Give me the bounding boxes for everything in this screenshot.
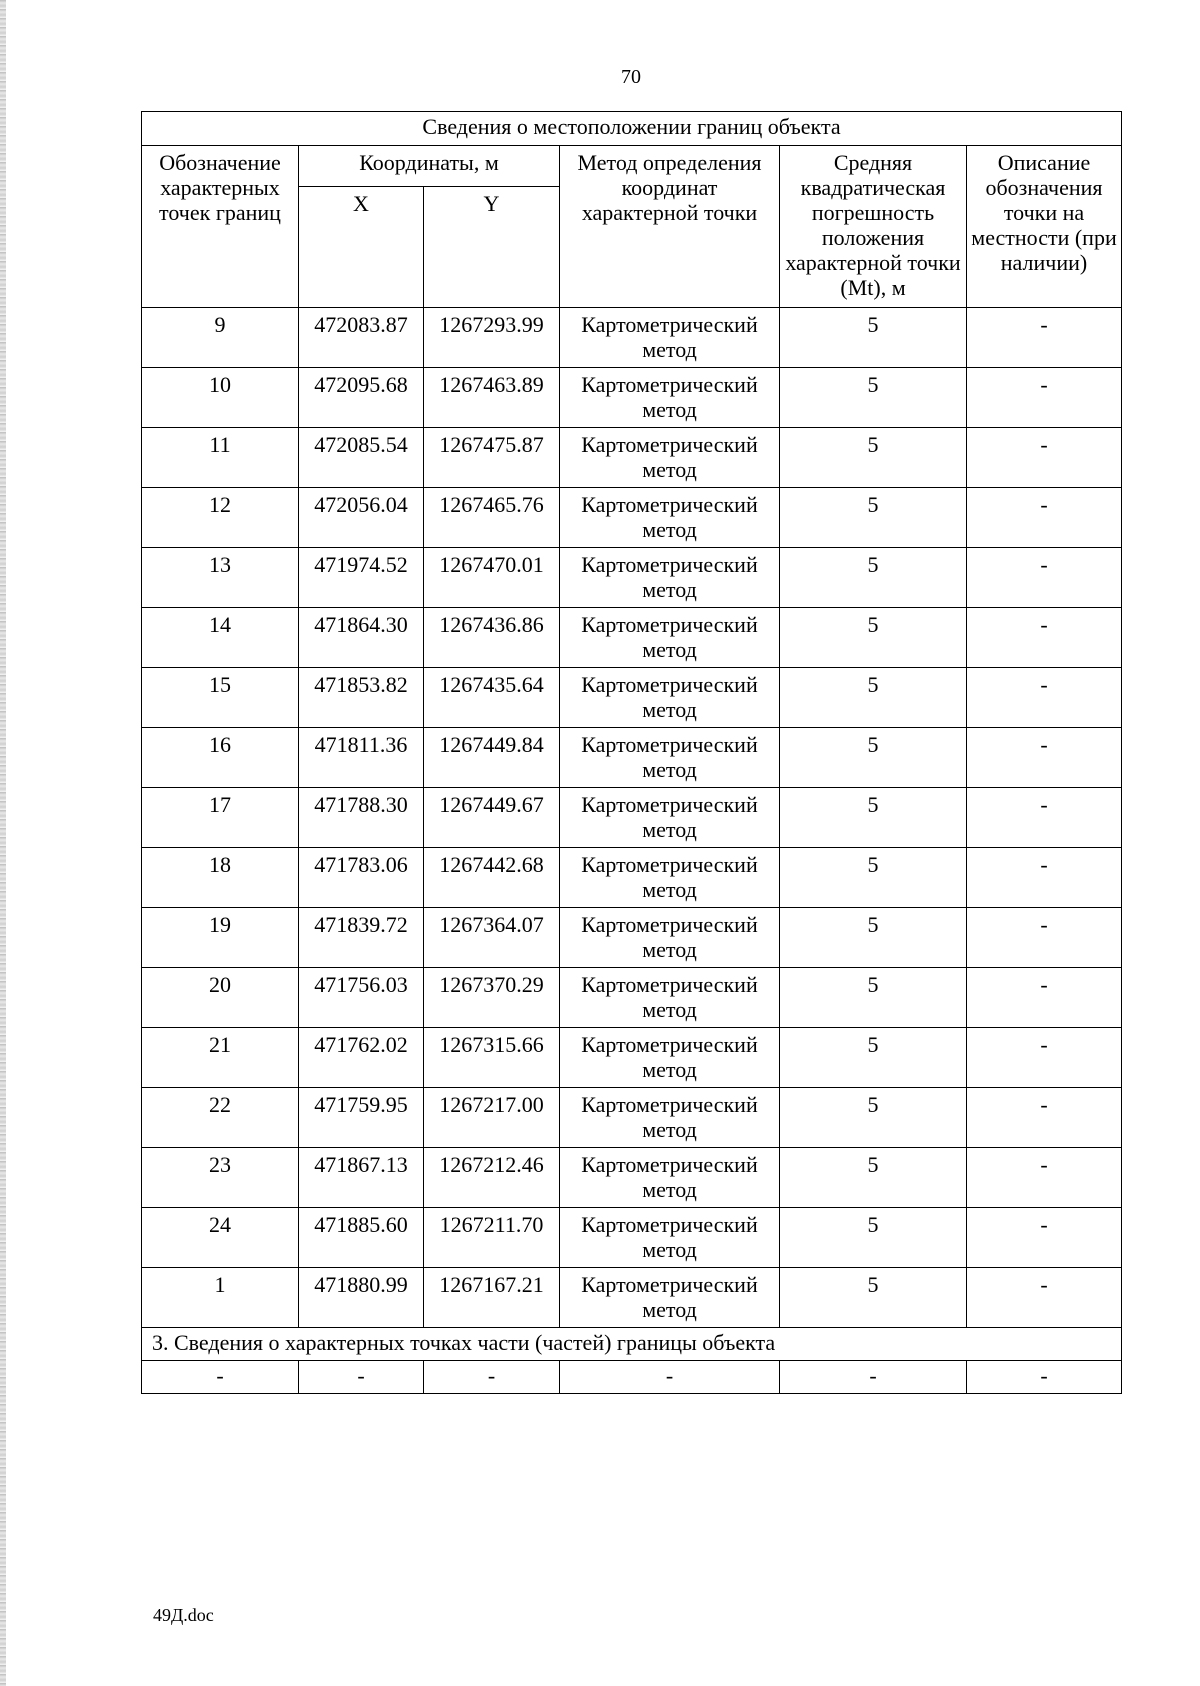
cell-description: -	[967, 668, 1122, 728]
cell-y: 1267442.68	[424, 848, 560, 908]
cell-x: 471885.60	[299, 1208, 424, 1268]
cell-point: 17	[142, 788, 299, 848]
cell-error: 5	[780, 368, 967, 428]
cell-y: 1267436.86	[424, 608, 560, 668]
cell-point: 15	[142, 668, 299, 728]
header-x: X	[299, 187, 424, 308]
cell-x: 471788.30	[299, 788, 424, 848]
cell-x: 471762.02	[299, 1028, 424, 1088]
cell-method: Картометрический метод	[560, 1028, 780, 1088]
header-error: Средняя квадратическая погрешность положения характерной точки (Mt), м	[780, 146, 967, 308]
cell-y: 1267463.89	[424, 368, 560, 428]
cell-x: 471811.36	[299, 728, 424, 788]
cell-error: 5	[780, 968, 967, 1028]
table-row	[142, 488, 1122, 548]
header-row	[142, 146, 1122, 187]
cell-error: 5	[780, 788, 967, 848]
table-row	[142, 728, 1122, 788]
cell-y: 1267167.21	[424, 1268, 560, 1328]
cell-description: -	[967, 1148, 1122, 1208]
cell-description: -	[967, 428, 1122, 488]
cell-method: Картометрический метод	[560, 848, 780, 908]
cell-y: 1267435.64	[424, 668, 560, 728]
empty-cell: -	[560, 1361, 780, 1394]
section-3-empty-row	[142, 1361, 1122, 1394]
table-row	[142, 1028, 1122, 1088]
cell-error: 5	[780, 1088, 967, 1148]
cell-x: 472085.54	[299, 428, 424, 488]
cell-x: 471864.30	[299, 608, 424, 668]
cell-x: 471756.03	[299, 968, 424, 1028]
cell-y: 1267364.07	[424, 908, 560, 968]
cell-description: -	[967, 548, 1122, 608]
cell-description: -	[967, 788, 1122, 848]
cell-x: 471783.06	[299, 848, 424, 908]
cell-method: Картометрический метод	[560, 1088, 780, 1148]
table-row	[142, 788, 1122, 848]
cell-y: 1267470.01	[424, 548, 560, 608]
cell-error: 5	[780, 728, 967, 788]
cell-x: 471853.82	[299, 668, 424, 728]
table-title-row	[142, 112, 1122, 146]
empty-cell: -	[142, 1361, 299, 1394]
cell-error: 5	[780, 308, 967, 368]
cell-point: 22	[142, 1088, 299, 1148]
cell-error: 5	[780, 1148, 967, 1208]
cell-y: 1267449.67	[424, 788, 560, 848]
cell-method: Картометрический метод	[560, 548, 780, 608]
section-3-title: 3. Сведения о характерных точках части (частей) границы объекта	[142, 1328, 1122, 1361]
header-coordinates: Координаты, м	[299, 146, 560, 187]
page-number: 70	[621, 66, 641, 88]
table-row	[142, 968, 1122, 1028]
cell-x: 472056.04	[299, 488, 424, 548]
cell-description: -	[967, 908, 1122, 968]
footer-filename: 49Д.doc	[153, 1605, 214, 1625]
cell-y: 1267465.76	[424, 488, 560, 548]
cell-method: Картометрический метод	[560, 968, 780, 1028]
scan-edge	[0, 0, 6, 1686]
cell-description: -	[967, 1268, 1122, 1328]
empty-cell: -	[967, 1361, 1122, 1394]
cell-description: -	[967, 728, 1122, 788]
cell-point: 23	[142, 1148, 299, 1208]
empty-cell: -	[780, 1361, 967, 1394]
cell-point: 10	[142, 368, 299, 428]
boundary-coordinates-table	[141, 111, 1122, 1394]
cell-point: 9	[142, 308, 299, 368]
empty-cell: -	[424, 1361, 560, 1394]
table-title: Сведения о местоположении границ объекта	[142, 112, 1122, 146]
cell-point: 13	[142, 548, 299, 608]
header-method: Метод определения координат характерной точки	[560, 146, 780, 308]
cell-description: -	[967, 608, 1122, 668]
cell-error: 5	[780, 848, 967, 908]
cell-method: Картометрический метод	[560, 728, 780, 788]
cell-y: 1267212.46	[424, 1148, 560, 1208]
section-3-row	[142, 1328, 1122, 1361]
empty-cell: -	[299, 1361, 424, 1394]
cell-error: 5	[780, 608, 967, 668]
cell-y: 1267475.87	[424, 428, 560, 488]
table-row	[142, 668, 1122, 728]
cell-description: -	[967, 848, 1122, 908]
cell-x: 471880.99	[299, 1268, 424, 1328]
header-y: Y	[424, 187, 560, 308]
table-row	[142, 1208, 1122, 1268]
table-row	[142, 1088, 1122, 1148]
cell-x: 471974.52	[299, 548, 424, 608]
table-row	[142, 428, 1122, 488]
table-row	[142, 1268, 1122, 1328]
table-row	[142, 308, 1122, 368]
cell-x: 471867.13	[299, 1148, 424, 1208]
header-description: Описание обозначения точки на местности (при наличии)	[967, 146, 1122, 308]
cell-method: Картометрический метод	[560, 668, 780, 728]
cell-point: 21	[142, 1028, 299, 1088]
cell-description: -	[967, 968, 1122, 1028]
cell-method: Картометрический метод	[560, 1148, 780, 1208]
cell-method: Картометрический метод	[560, 308, 780, 368]
cell-point: 16	[142, 728, 299, 788]
header-point-designation: Обозначение характерных точек границ	[142, 146, 299, 308]
cell-y: 1267370.29	[424, 968, 560, 1028]
cell-method: Картометрический метод	[560, 1268, 780, 1328]
cell-error: 5	[780, 488, 967, 548]
table-row	[142, 848, 1122, 908]
table-row	[142, 908, 1122, 968]
cell-x: 472095.68	[299, 368, 424, 428]
cell-point: 1	[142, 1268, 299, 1328]
cell-method: Картометрический метод	[560, 908, 780, 968]
cell-description: -	[967, 1088, 1122, 1148]
cell-method: Картометрический метод	[560, 488, 780, 548]
cell-error: 5	[780, 908, 967, 968]
cell-error: 5	[780, 1208, 967, 1268]
table-row	[142, 608, 1122, 668]
cell-error: 5	[780, 1268, 967, 1328]
table-row	[142, 548, 1122, 608]
table-row	[142, 1148, 1122, 1208]
cell-method: Картометрический метод	[560, 608, 780, 668]
cell-error: 5	[780, 668, 967, 728]
cell-description: -	[967, 1208, 1122, 1268]
cell-point: 12	[142, 488, 299, 548]
cell-y: 1267315.66	[424, 1028, 560, 1088]
cell-method: Картометрический метод	[560, 1208, 780, 1268]
cell-description: -	[967, 308, 1122, 368]
cell-y: 1267211.70	[424, 1208, 560, 1268]
cell-y: 1267449.84	[424, 728, 560, 788]
cell-error: 5	[780, 1028, 967, 1088]
cell-y: 1267217.00	[424, 1088, 560, 1148]
cell-x: 471759.95	[299, 1088, 424, 1148]
cell-point: 24	[142, 1208, 299, 1268]
cell-description: -	[967, 488, 1122, 548]
cell-description: -	[967, 1028, 1122, 1088]
cell-point: 18	[142, 848, 299, 908]
cell-y: 1267293.99	[424, 308, 560, 368]
table-row	[142, 368, 1122, 428]
cell-method: Картометрический метод	[560, 428, 780, 488]
cell-x: 472083.87	[299, 308, 424, 368]
cell-method: Картометрический метод	[560, 788, 780, 848]
cell-point: 11	[142, 428, 299, 488]
cell-method: Картометрический метод	[560, 368, 780, 428]
cell-error: 5	[780, 428, 967, 488]
cell-x: 471839.72	[299, 908, 424, 968]
cell-point: 19	[142, 908, 299, 968]
cell-point: 20	[142, 968, 299, 1028]
cell-description: -	[967, 368, 1122, 428]
cell-error: 5	[780, 548, 967, 608]
cell-point: 14	[142, 608, 299, 668]
